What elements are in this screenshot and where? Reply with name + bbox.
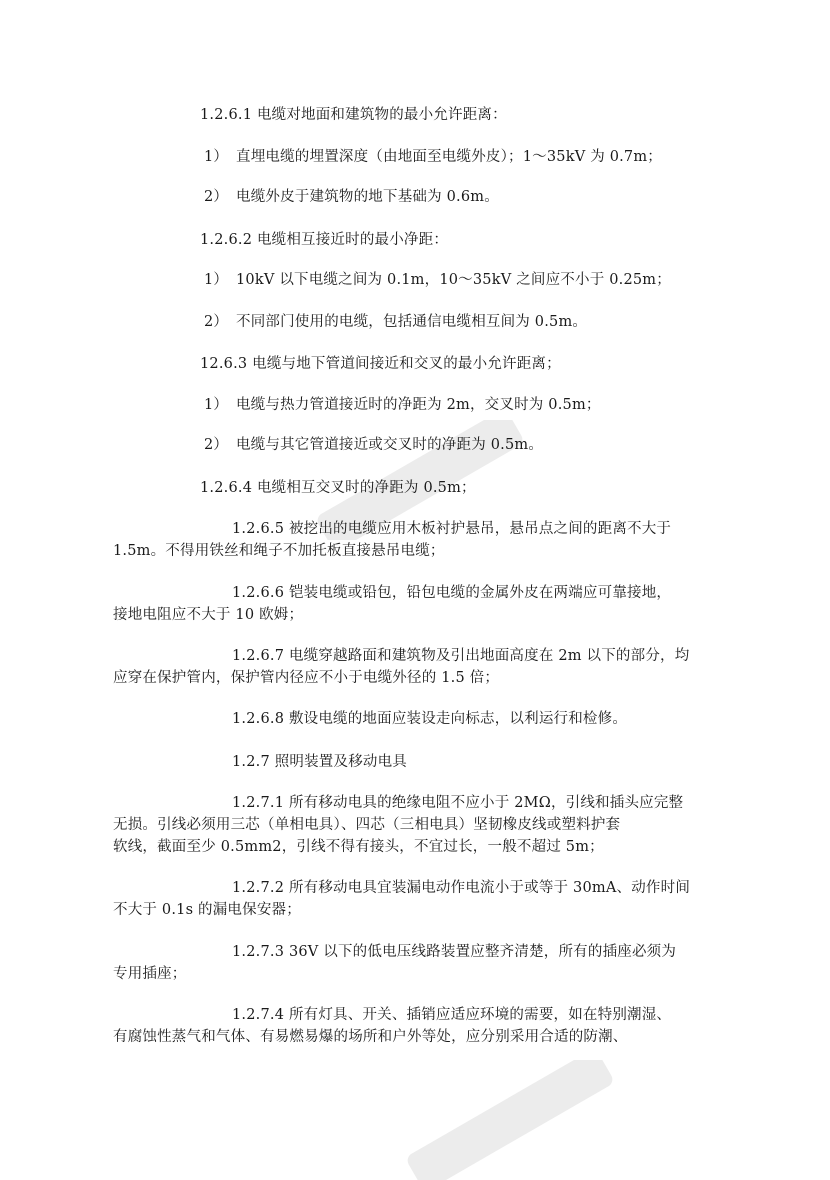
heading-1-2-7: 1.2.7 照明装置及移动电具	[232, 754, 408, 770]
list-item-text: 10kV 以下电缆之间为 0.1m，10～35kV 之间应不小于 0.25m；	[236, 272, 671, 288]
paragraph-1-2-6-6-line-1: 1.2.6.6 铠装电缆或铅包，铅包电缆的金属外皮在两端应可靠接地，	[232, 585, 672, 601]
paragraph-1-2-7-4-line-1: 1.2.7.4 所有灯具、开关、插销应适应环境的需要，如在特别潮湿、	[232, 1007, 672, 1023]
list-item-number: 2）	[204, 437, 229, 453]
list-item	[204, 434, 543, 456]
paragraph-1-2-6-5-line-2: 1.5m。不得用铁丝和绳子不加托板直接悬吊电缆；	[113, 543, 445, 559]
list-item	[204, 186, 499, 208]
paragraph-1-2-7-2-line-1: 1.2.7.2 所有移动电具宜装漏电动作电流小于或等于 30mA、动作时间	[232, 880, 691, 896]
heading-1-2-6-2: 1.2.6.2 电缆相互接近时的最小净距：	[200, 232, 449, 248]
list-item	[204, 146, 662, 168]
list-item-text: 电缆与其它管道接近或交叉时的净距为 0.5m。	[236, 437, 544, 453]
heading-1-2-6-4: 1.2.6.4 电缆相互交叉时的净距为 0.5m；	[200, 480, 476, 496]
list-item	[204, 311, 587, 333]
list-item	[204, 394, 601, 416]
paragraph-1-2-6-7-line-1: 1.2.6.7 电缆穿越路面和建筑物及引出地面高度在 2m 以下的部分，均	[232, 648, 690, 664]
heading-12-6-3: 12.6.3 电缆与地下管道间接近和交叉的最小允许距离；	[200, 356, 561, 372]
list-item-number: 1）	[204, 397, 229, 413]
list-item-text: 电缆与热力管道接近时的净距为 2m，交叉时为 0.5m；	[236, 397, 601, 413]
paragraph-1-2-7-1-line-1: 1.2.7.1 所有移动电具的绝缘电阻不应小于 2MΩ，引线和插头应完整	[232, 795, 684, 811]
paragraph-1-2-6-6-line-2: 接地电阻应不大于 10 欧姆；	[113, 607, 304, 623]
paragraph-1-2-6-5-line-1: 1.2.6.5 被挖出的电缆应用木板衬护悬吊，悬吊点之间的距离不大于	[232, 521, 672, 537]
list-item	[204, 269, 671, 291]
watermark-graphic	[380, 1060, 640, 1180]
list-item-number: 2）	[204, 314, 229, 330]
list-item-text: 直埋电缆的埋置深度（由地面至电缆外皮）；1～35kV 为 0.7m；	[236, 149, 663, 165]
list-item-number: 1）	[204, 149, 229, 165]
paragraph-1-2-7-3-line-1: 1.2.7.3 36V 以下的低电压线路装置应整齐清楚，所有的插座必须为	[232, 944, 677, 960]
list-item-number: 1）	[204, 272, 229, 288]
list-item-number: 2）	[204, 189, 229, 205]
paragraph-1-2-7-1-line-3: 软线，截面至少 0.5mm2，引线不得有接头，不宜过长，一般不超过 5m；	[113, 839, 604, 855]
list-item-text: 不同部门使用的电缆，包括通信电缆相互间为 0.5m。	[236, 314, 588, 330]
paragraph-1-2-7-3-line-2: 专用插座；	[113, 966, 187, 982]
heading-1-2-6-1: 1.2.6.1 电缆对地面和建筑物的最小允许距离：	[200, 107, 507, 123]
list-item-text: 电缆外皮于建筑物的地下基础为 0.6m。	[236, 189, 499, 205]
paragraph-1-2-6-8: 1.2.6.8 敷设电缆的地面应装设走向标志，以利运行和检修。	[232, 711, 628, 727]
paragraph-1-2-7-1-line-2: 无损。引线必须用三芯（单相电具）、四芯（三相电具）坚韧橡皮线或塑料护套	[113, 817, 621, 833]
paragraph-1-2-7-4-line-2: 有腐蚀性蒸气和气体、有易燃易爆的场所和户外等处，应分别采用合适的防潮、	[113, 1029, 628, 1045]
paragraph-1-2-7-2-line-2: 不大于 0.1s 的漏电保安器；	[113, 902, 301, 918]
paragraph-1-2-6-7-line-2: 应穿在保护管内，保护管内径应不小于电缆外径的 1.5 倍；	[113, 670, 500, 686]
